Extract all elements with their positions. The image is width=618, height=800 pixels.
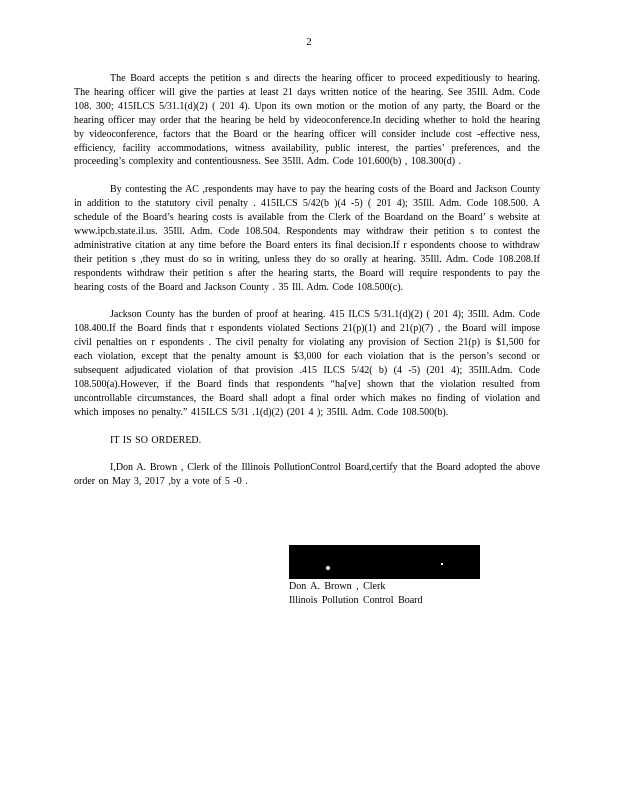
redaction-speck bbox=[326, 566, 330, 570]
paragraph-hearing-costs: By contesting the AC ,respondents may have to pay the hearing costs of the Board and Jackson County in addition to the statutory civil penalty . 415ILCS 5/42(b )(4 -5) ( 201 4); 35Ill. Adm. Code 108.500. A schedule of the Board’s hearing costs is available from the Clerk of the Boardand on the Board’ s website at www.ipcb.state.il.us. 35Ill. Adm. Code 108.504. Respondents may withdraw their petition s to contest the administrative citation at any time before the Board enters its final decision.If r espondents choose to withdraw their petition s ,they must do so in writing, unless they do so orally at hearing. 35Ill. Adm. Code 108.208.If respondents withdraw their petition s after the hearing starts, the Board will require respondents to pay the hearing costs of the Board and Jackson County . 35 Ill. Adm. Code 108.500(c). bbox=[74, 184, 540, 293]
order-body bbox=[74, 72, 540, 489]
paragraph-ordered: IT IS SO ORDERED. bbox=[110, 434, 202, 446]
signature-block bbox=[289, 545, 489, 607]
paragraph-burden-of-proof: Jackson County has the burden of proof at hearing. 415 ILCS 5/31.1(d)(2) ( 201 4); 35Ill. Adm. Code 108.400.If the Board finds that r espondents violated Sections 21(p)(1) and 21(p)(7) , the Board will impose civil penalties on r espondents . The civil penalty for violating any provision of Section 21(p) is $1,500 for each violation, except that the penalty amount is $3,000 for each violation that is the person’s second or subsequent adjudicated violation of that provision .415 ILCS 5/42( b) (4 -5) (201 4); 35Ill.Adm. Code 108.500(a).However, if the Board finds that respondents “ha[ve] shown that the violation resulted from uncontrollable circumstances, the Board shall adopt a final order which makes no finding of violation and which imposes no penalty.” 415ILCS 5/31 .1(d)(2) (201 4 ); 35Ill. Adm. Code 108.500(b). bbox=[74, 309, 540, 418]
paragraph-hearing-schedule: The Board accepts the petition s and directs the hearing officer to proceed expeditiously to hearing. The hearing officer will give the parties at least 21 days written notice of the hearing. See 35Ill. Adm. Code 108. 300; 415ILCS 5/31.1(d)(2) ( 201 4). Upon its own motion or the motion of any party, the Board or the hearing officer may order that the hearing be held by videoconference.In deciding whether to hold the hearing by videoconference, factors that the Board or the hearing officer will consider include cost -effective ness, efficiency, facility accommodations, witness availability, public interest, the parties’ preferences, and the proceeding’s complexity and contentiousness. See 35Ill. Adm. Code 101.600(b) , 108.300(d) . bbox=[74, 73, 540, 168]
redacted-signature bbox=[289, 545, 480, 579]
page-number: 2 bbox=[306, 36, 312, 48]
paragraph-clerk-certification: I,Don A. Brown , Clerk of the Illinois PollutionControl Board,certify that the Board adopted the above order on May 3, 2017 ,by a vote of 5 -0 . bbox=[74, 462, 540, 488]
signer-name: Don A. Brown , Clerk bbox=[289, 581, 386, 592]
signer-organization: Illinois Pollution Control Board bbox=[289, 594, 423, 606]
redaction-speck bbox=[441, 563, 443, 565]
